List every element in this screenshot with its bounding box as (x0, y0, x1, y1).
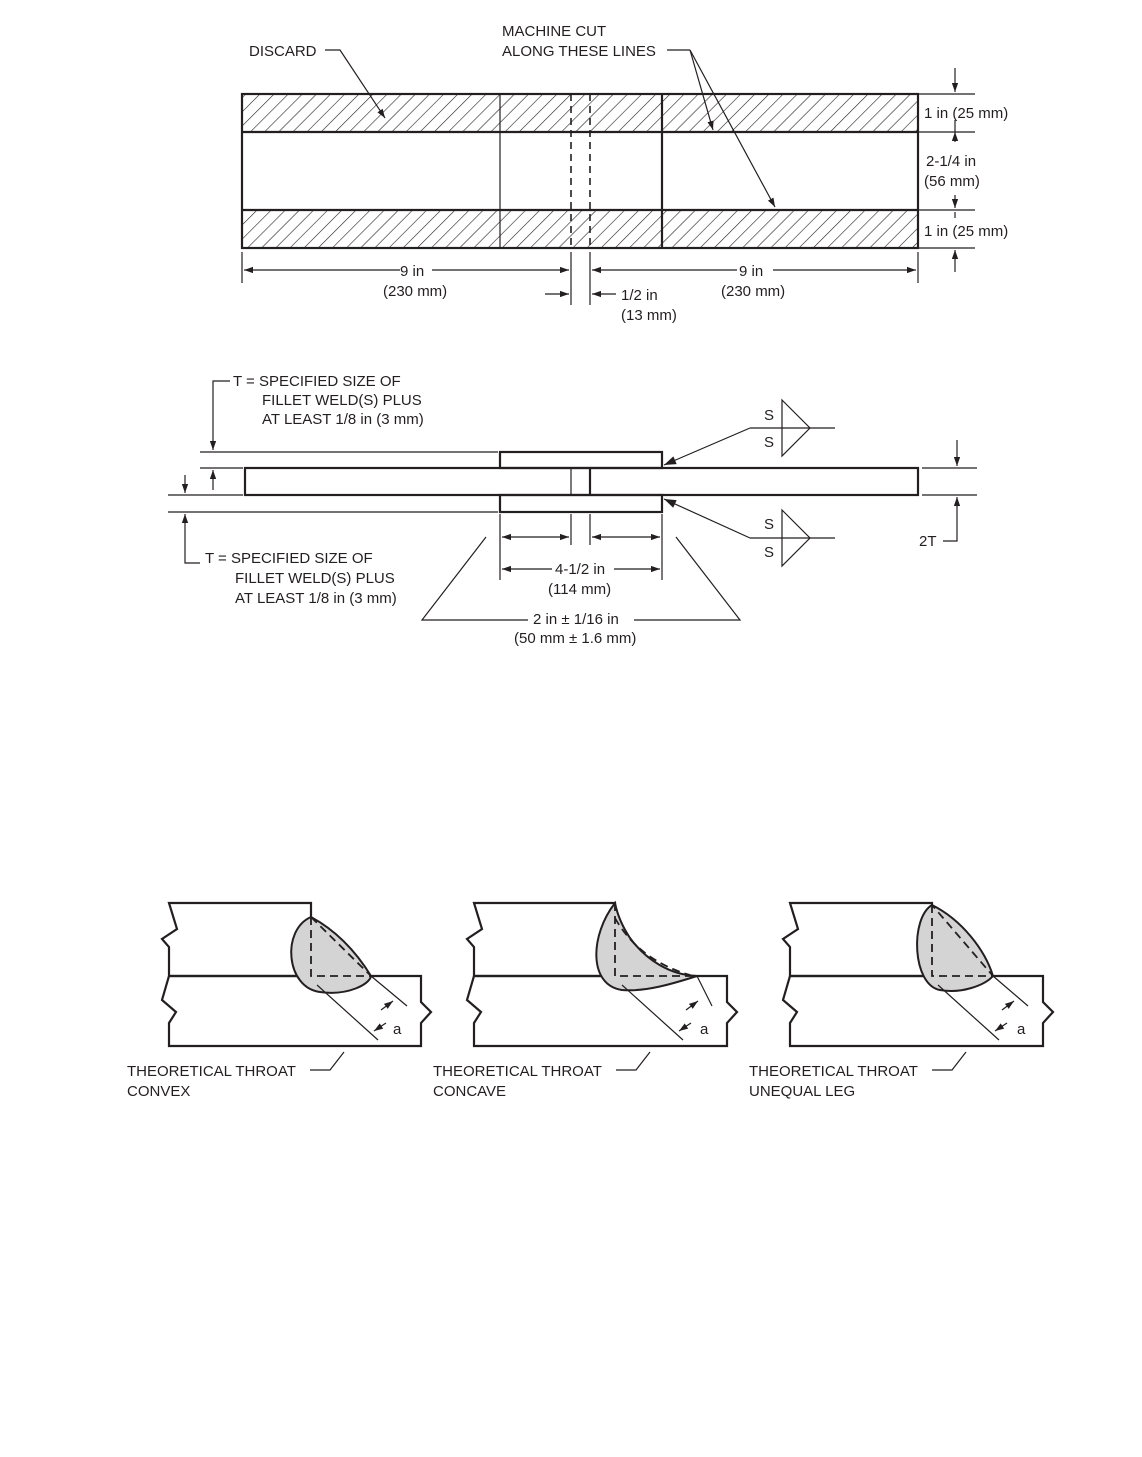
unequal-label-line2: UNEQUAL LEG (749, 1083, 856, 1100)
base-plate (245, 468, 918, 495)
t-top-line1: T = SPECIFIED SIZE OF (233, 373, 401, 390)
dim-left-9in: 9 in (400, 263, 425, 280)
bottom-cover-plate (500, 495, 662, 512)
dim-50mm: (50 mm ± 1.6 mm) (514, 630, 637, 647)
concave-label-line2: CONCAVE (433, 1083, 507, 1100)
dim-2in: 2 in ± 1/16 in (533, 611, 619, 628)
unequal-lower-plate (783, 976, 1053, 1046)
unequal-a-label: a (1017, 1021, 1026, 1038)
dim-bottom-strip: 1 in (25 mm) (924, 223, 1009, 240)
dim-center-line1: 2-1/4 in (926, 153, 977, 170)
dim-right-230mm: (230 mm) (721, 283, 786, 300)
weld-s-2: S (764, 434, 775, 451)
unequal-weld-bead (917, 905, 993, 991)
dim-gap-13mm: (13 mm) (621, 307, 677, 324)
weld-s-4: S (764, 544, 775, 561)
machine-cut-label-line1: MACHINE CUT (502, 23, 607, 40)
dim-114mm: (114 mm) (548, 581, 612, 598)
dim-gap-half-in: 1/2 in (621, 287, 658, 304)
convex-weld-profile (127, 903, 431, 1100)
convex-lower-plate (162, 976, 431, 1046)
dim-2t: 2T (919, 533, 937, 550)
specimen-plan-view (242, 23, 1008, 324)
concave-label-line1: THEORETICAL THROAT (433, 1063, 602, 1080)
convex-label-line2: CONVEX (127, 1083, 191, 1100)
weld-s-1: S (764, 407, 775, 424)
convex-label-line1: THEORETICAL THROAT (127, 1063, 296, 1080)
dim-left-230mm: (230 mm) (383, 283, 448, 300)
dim-top-strip: 1 in (25 mm) (924, 105, 1009, 122)
bottom-discard-strip (242, 210, 918, 248)
convex-upper-plate (162, 903, 311, 976)
concave-lower-plate (467, 976, 737, 1046)
convex-weld-bead (291, 917, 371, 993)
t-bottom-line3: AT LEAST 1/8 in (3 mm) (235, 590, 397, 607)
t-top-line3: AT LEAST 1/8 in (3 mm) (262, 411, 424, 428)
dim-right-9in: 9 in (739, 263, 764, 280)
unequal-label-line1: THEORETICAL THROAT (749, 1063, 918, 1080)
unequal-upper-plate (783, 903, 932, 976)
t-bottom-line1: T = SPECIFIED SIZE OF (205, 550, 373, 567)
concave-a-label: a (700, 1021, 709, 1038)
unequal-leg-weld-profile (749, 903, 1053, 1100)
concave-weld-profile (433, 903, 737, 1100)
machine-cut-label-line2: ALONG THESE LINES (502, 43, 656, 60)
dim-center-line2: (56 mm) (924, 173, 980, 190)
discard-label: DISCARD (249, 43, 317, 60)
convex-a-label: a (393, 1021, 402, 1038)
top-cover-plate (500, 452, 662, 468)
weld-s-3: S (764, 516, 775, 533)
t-top-line2: FILLET WELD(S) PLUS (262, 392, 422, 409)
concave-upper-plate (467, 903, 615, 976)
lap-joint-section (168, 373, 977, 647)
dim-4-5in: 4-1/2 in (555, 561, 606, 578)
t-bottom-line2: FILLET WELD(S) PLUS (235, 570, 395, 587)
concave-weld-bead (596, 903, 697, 990)
top-discard-strip (242, 94, 918, 132)
